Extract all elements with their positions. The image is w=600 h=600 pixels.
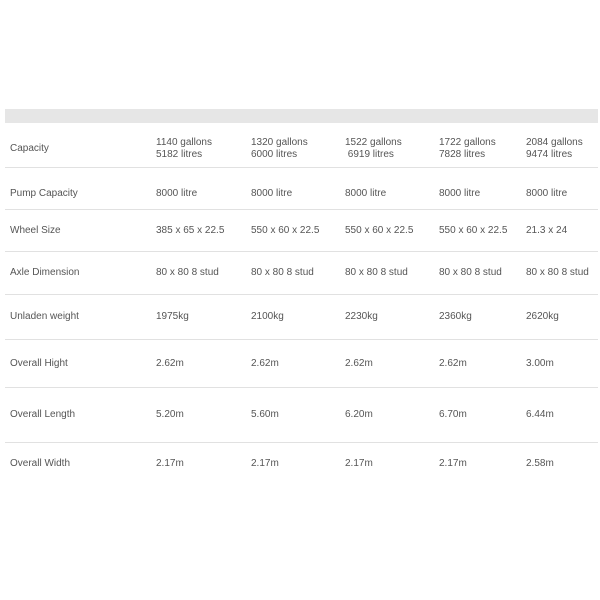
table-cell: 550 x 60 x 22.5 bbox=[345, 225, 414, 236]
table-cell: 1140 gallons 5182 litres bbox=[156, 137, 212, 160]
table-cell: 2.17m bbox=[345, 458, 373, 469]
row-label: Capacity bbox=[10, 143, 49, 154]
table-cell: 3.00m bbox=[526, 358, 554, 369]
table-cell: 1320 gallons 6000 litres bbox=[251, 137, 308, 160]
table-cell: 8000 litre bbox=[156, 188, 198, 199]
table-row-wheel-size bbox=[5, 210, 598, 252]
table-cell: 2084 gallons 9474 litres bbox=[526, 137, 583, 160]
table-cell: 1975kg bbox=[156, 311, 189, 322]
table-cell: 2.17m bbox=[156, 458, 184, 469]
table-cell: 2.62m bbox=[156, 358, 184, 369]
table-row-capacity bbox=[5, 123, 598, 168]
table-cell: 550 x 60 x 22.5 bbox=[251, 225, 320, 236]
table-cell: 80 x 80 8 stud bbox=[439, 267, 502, 278]
table-cell: 80 x 80 8 stud bbox=[156, 267, 219, 278]
table-cell: 2.17m bbox=[439, 458, 467, 469]
table-cell: 6.20m bbox=[345, 409, 373, 420]
table-cell: 2.62m bbox=[345, 358, 373, 369]
table-cell: 2100kg bbox=[251, 311, 284, 322]
table-cell: 80 x 80 8 stud bbox=[345, 267, 408, 278]
row-label: Overall Width bbox=[10, 458, 71, 469]
table-cell: 2230kg bbox=[345, 311, 378, 322]
table-cell: 5.60m bbox=[251, 409, 279, 420]
table-row-unladen-weight bbox=[5, 295, 598, 340]
table-cell: 2.17m bbox=[251, 458, 279, 469]
table-cell: 80 x 80 8 stud bbox=[526, 267, 589, 278]
table-row-overall-width bbox=[5, 443, 598, 488]
table-row-overall-hight bbox=[5, 340, 598, 388]
row-label: Pump Capacity bbox=[10, 188, 78, 199]
table-cell: 5.20m bbox=[156, 409, 184, 420]
table-cell: 8000 litre bbox=[251, 188, 293, 199]
row-label: Overall Hight bbox=[10, 358, 68, 369]
table-row-pump-capacity bbox=[5, 168, 598, 210]
table-cell: 385 x 65 x 22.5 bbox=[156, 225, 225, 236]
table-row-overall-length bbox=[5, 388, 598, 443]
table-cell: 2360kg bbox=[439, 311, 472, 322]
table-cell: 550 x 60 x 22.5 bbox=[439, 225, 508, 236]
table-cell: 8000 litre bbox=[345, 188, 387, 199]
table-cell: 2.58m bbox=[526, 458, 554, 469]
table-cell: 2.62m bbox=[439, 358, 467, 369]
table-header-bar bbox=[5, 109, 598, 123]
table-cell: 1722 gallons 7828 litres bbox=[439, 137, 496, 160]
table-row-axle-dimension bbox=[5, 252, 598, 295]
table-cell: 80 x 80 8 stud bbox=[251, 267, 314, 278]
row-label: Overall Length bbox=[10, 409, 76, 420]
table-cell: 8000 litre bbox=[526, 188, 568, 199]
table-cell: 21.3 x 24 bbox=[526, 225, 568, 236]
table-cell: 1522 gallons 6919 litres bbox=[345, 137, 402, 160]
specifications-table bbox=[5, 109, 598, 488]
table-cell: 2.62m bbox=[251, 358, 279, 369]
row-label: Unladen weight bbox=[10, 311, 79, 322]
row-label: Wheel Size bbox=[10, 225, 61, 236]
table-cell: 6.70m bbox=[439, 409, 467, 420]
table-cell: 2620kg bbox=[526, 311, 559, 322]
table-cell: 8000 litre bbox=[439, 188, 481, 199]
table-cell: 6.44m bbox=[526, 409, 554, 420]
row-label: Axle Dimension bbox=[10, 267, 80, 278]
